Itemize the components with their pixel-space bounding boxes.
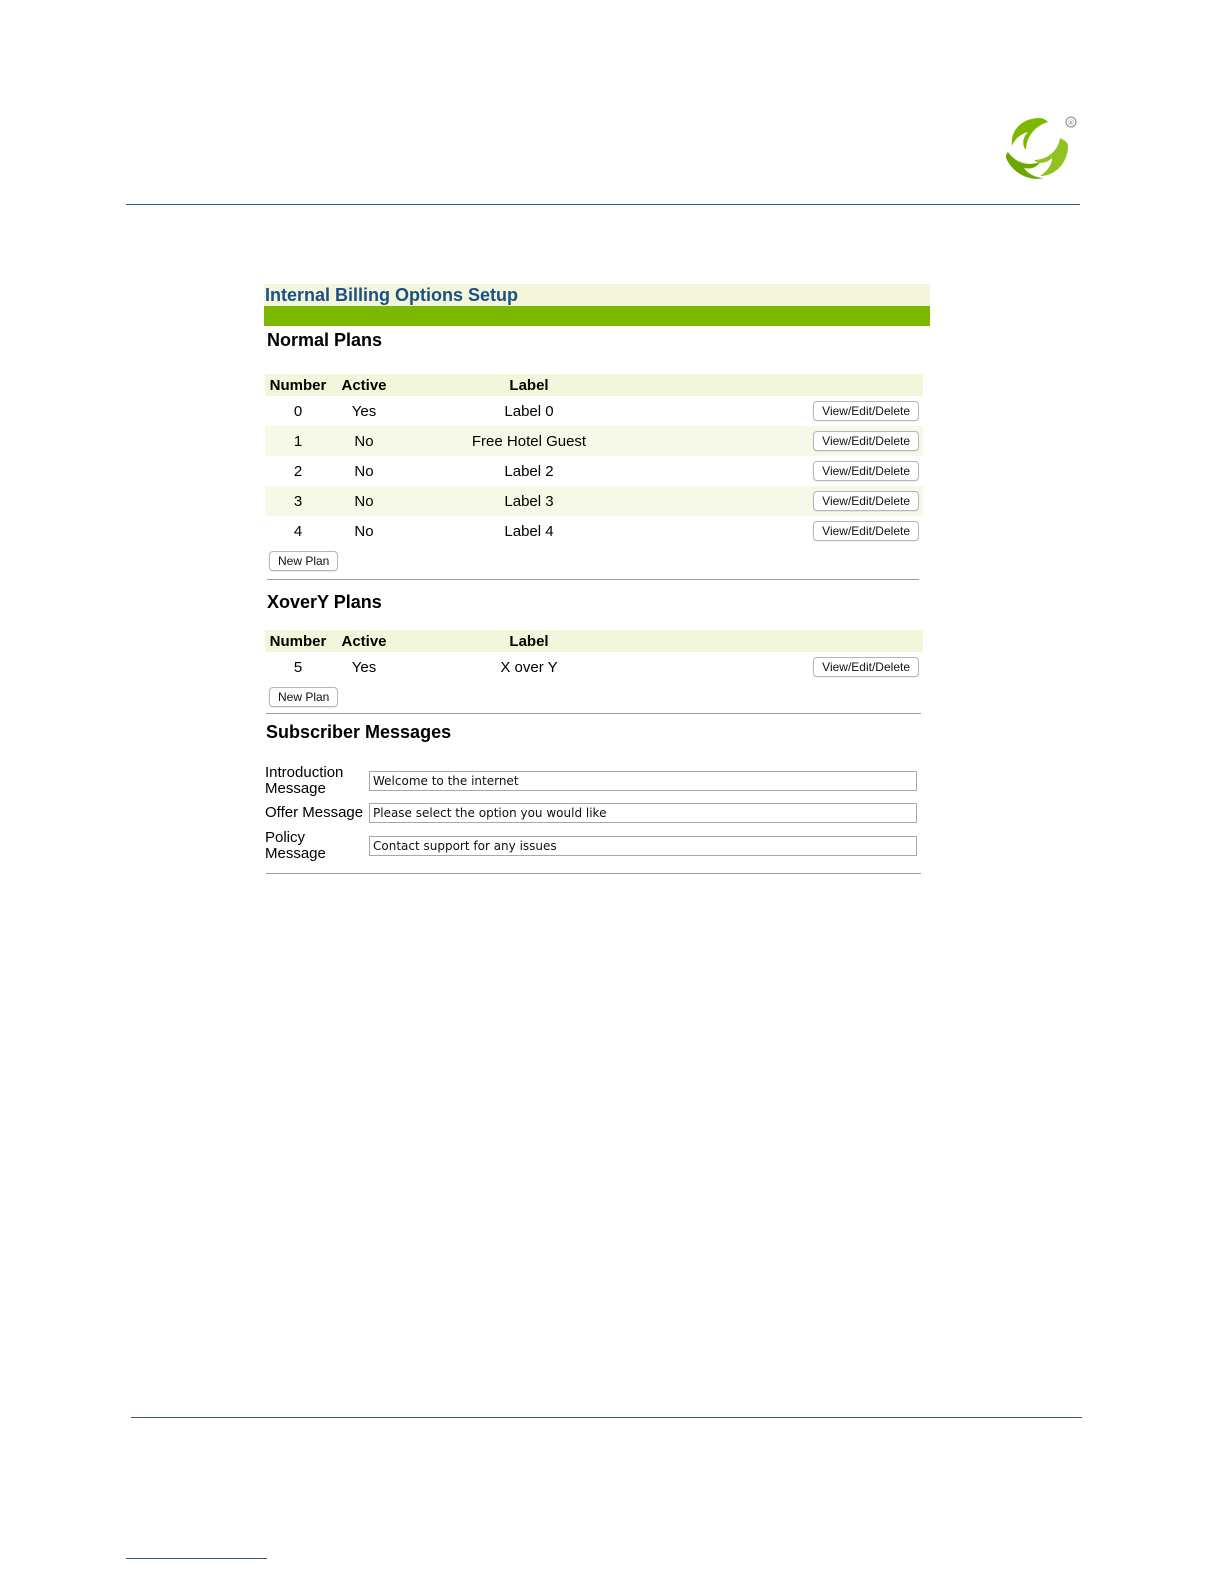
subscriber-messages-form <box>265 764 917 864</box>
introduction-message-input[interactable] <box>369 771 917 791</box>
policy-message-input[interactable] <box>369 836 917 856</box>
swirl-logo-icon <box>996 112 1080 186</box>
table-row <box>265 516 923 546</box>
normal-plans-table <box>265 374 923 546</box>
column-header-active: Active <box>331 630 397 652</box>
view-edit-delete-button[interactable]: View/Edit/Delete <box>813 491 919 511</box>
section-divider <box>266 713 921 714</box>
page-title: Internal Billing Options Setup <box>264 284 930 306</box>
table-header-row <box>265 630 923 652</box>
plan-label: Free Hotel Guest <box>397 426 661 456</box>
registered-mark: ® <box>1067 119 1075 127</box>
column-header-label: Label <box>397 374 661 396</box>
view-edit-delete-button[interactable]: View/Edit/Delete <box>813 657 919 677</box>
plan-active: No <box>354 462 374 480</box>
plan-active: Yes <box>351 402 377 420</box>
plan-number: 0 <box>293 402 303 420</box>
message-row <box>265 828 917 864</box>
plan-active: Yes <box>351 658 377 676</box>
view-edit-delete-button[interactable]: View/Edit/Delete <box>813 401 919 421</box>
company-logo <box>996 112 1080 186</box>
view-edit-delete-button[interactable]: View/Edit/Delete <box>813 521 919 541</box>
plan-label: Label 2 <box>504 462 554 480</box>
plan-label: X over Y <box>500 658 558 676</box>
table-row <box>265 426 923 456</box>
plan-number: 2 <box>293 462 303 480</box>
policy-message-label: Policy Message <box>265 829 326 862</box>
plan-active: No <box>331 486 397 516</box>
view-edit-delete-button[interactable]: View/Edit/Delete <box>813 431 919 451</box>
offer-message-input[interactable] <box>369 803 917 823</box>
section-divider <box>267 579 919 580</box>
section-divider <box>266 873 921 874</box>
message-row <box>265 764 917 798</box>
plan-number: 4 <box>293 522 303 540</box>
column-header-actions <box>661 374 923 396</box>
plan-active: No <box>331 426 397 456</box>
header-rule <box>126 204 1080 205</box>
column-header-label: Label <box>397 630 661 652</box>
plan-number: 1 <box>265 426 331 456</box>
table-header-row <box>265 374 923 396</box>
plan-label: Label 0 <box>504 402 554 420</box>
column-header-number: Number <box>265 374 331 396</box>
plan-number: 3 <box>265 486 331 516</box>
xovery-plans-heading: XoverY Plans <box>267 592 382 612</box>
plan-number: 5 <box>293 658 303 676</box>
new-xovery-plan-button[interactable]: New Plan <box>269 687 338 707</box>
table-row <box>265 652 923 682</box>
billing-options-panel <box>264 284 930 874</box>
plan-active: No <box>354 522 374 540</box>
new-normal-plan-button[interactable]: New Plan <box>269 551 338 571</box>
table-row <box>265 396 923 426</box>
plan-label: Label 3 <box>397 486 661 516</box>
xovery-plans-table <box>265 630 923 682</box>
column-header-active: Active <box>331 374 397 396</box>
plan-label: Label 4 <box>504 522 554 540</box>
table-row <box>265 456 923 486</box>
offer-message-label: Offer Message <box>265 804 364 821</box>
column-header-number: Number <box>265 630 331 652</box>
introduction-message-label: Introduction Message <box>265 764 344 797</box>
message-row <box>265 798 917 828</box>
footnote-rule <box>126 1558 267 1559</box>
title-accent-bar <box>264 306 930 326</box>
view-edit-delete-button[interactable]: View/Edit/Delete <box>813 461 919 481</box>
table-row <box>265 486 923 516</box>
normal-plans-heading: Normal Plans <box>267 330 383 350</box>
column-header-actions <box>661 630 923 652</box>
footer-rule <box>131 1417 1082 1418</box>
subscriber-messages-heading: Subscriber Messages <box>266 722 452 742</box>
